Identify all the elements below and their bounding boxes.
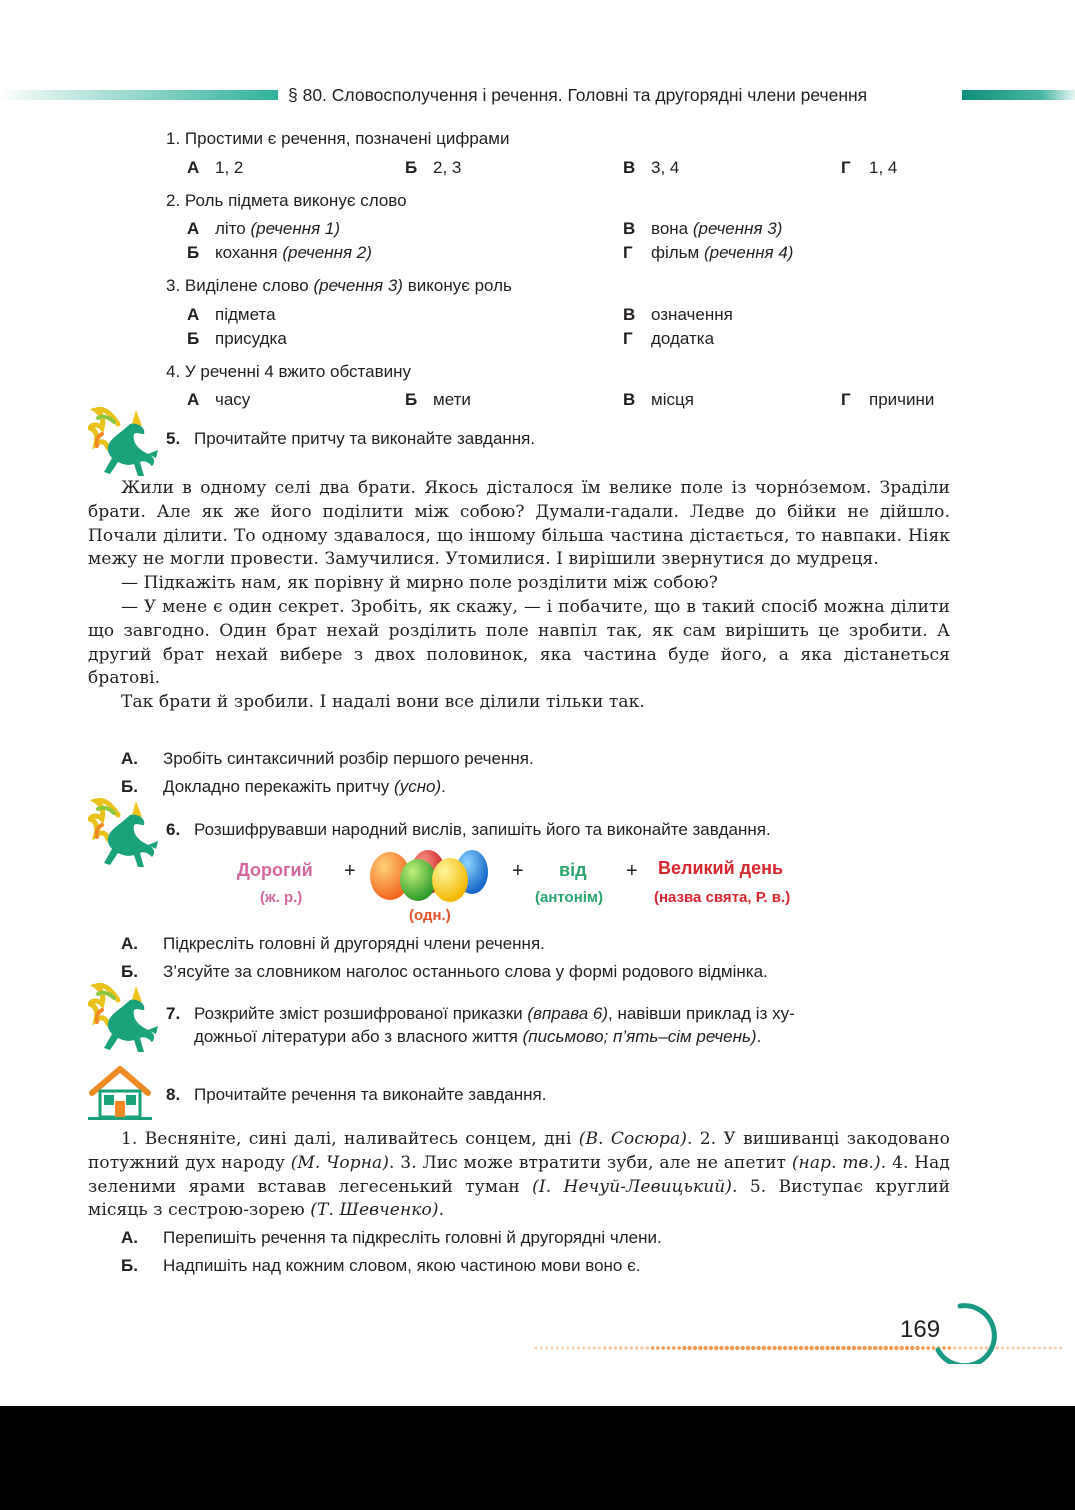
quiz-question-3: 3. Виділене слово (речення 3) виконує роль [166, 276, 512, 295]
rebus-hint-antonym: (антонім) [535, 889, 604, 906]
exercise-6-header: 6. Розшифрувавши народний вислів, запишіть його та виконайте завдання. [166, 820, 771, 839]
footer-dot [804, 1346, 808, 1350]
footer-dot [915, 1346, 919, 1350]
footer-dot [572, 1347, 575, 1350]
footer-dot [614, 1346, 618, 1350]
footer-dot [735, 1346, 739, 1350]
footer-dot [788, 1346, 792, 1350]
footer-dot [847, 1346, 851, 1350]
exercise-8-task-b: Б. Надпишіть над кожним словом, якою частиною мови воно є. [121, 1256, 641, 1275]
footer-dot [831, 1346, 835, 1350]
home-icon [88, 1065, 152, 1121]
quiz-3-option-a: А підмета [187, 305, 276, 324]
quiz-1-option-d: Г 1, 4 [841, 158, 898, 177]
footer-dot [630, 1346, 634, 1350]
footer-dot [688, 1346, 692, 1350]
exercise-7-line-1: 7. Розкрийте зміст розшифрованої приказки (вправа 6), навівши приклад із ху- [166, 1004, 795, 1023]
footer-dot [836, 1346, 840, 1350]
parable-paragraph-4: Так брати й зробили. І надалі вони все ділили тільки так. [121, 692, 645, 713]
footer-dot [693, 1346, 697, 1350]
section-title: § 80. Словосполучення і речення. Головні та другорядні члени речення [288, 85, 868, 105]
footer-dot [640, 1346, 644, 1350]
footer-dot [841, 1346, 845, 1350]
footer-dot [751, 1346, 755, 1350]
footer-dot [577, 1347, 580, 1350]
exercise-8-header: 8. Прочитайте речення та виконайте завдання. [166, 1085, 547, 1104]
footer-dot [1049, 1347, 1052, 1350]
exercise-5-task-a: А. Зробіть синтаксичний розбір першого речення. [121, 749, 534, 768]
header-decoration-right [962, 90, 1075, 100]
footer-dot [873, 1346, 877, 1350]
footer-dot [995, 1346, 999, 1350]
quiz-1-option-c: В 3, 4 [623, 158, 680, 177]
sentence-5: 5. Виступає круглий місяць з сестрою-зорею (Т. Шевченко). [88, 1176, 951, 1221]
rebus-word-great-day: Великий день [658, 858, 784, 878]
footer-dot [746, 1346, 750, 1350]
footer-dot [969, 1346, 973, 1350]
exercise-6-task-a: А. Підкресліть головні й другорядні члени речення. [121, 934, 545, 953]
footer-dot [964, 1346, 968, 1350]
easter-eggs-image [368, 848, 504, 904]
footer-dot [884, 1346, 888, 1350]
rebus-hint-gender: (ж. р.) [260, 889, 303, 906]
footer-dot [741, 1346, 745, 1350]
footer-dot [942, 1346, 946, 1350]
rebus-plus-2: + [512, 860, 524, 882]
footer-dot [608, 1346, 612, 1350]
rebus-hint-holiday: (назва свята, Р. в.) [654, 889, 791, 906]
footer-dot [921, 1346, 925, 1350]
exercise-8-sentences [88, 1128, 950, 1223]
quiz-4-option-c: В місця [623, 390, 694, 409]
footer-dot [979, 1346, 983, 1350]
quiz-2-option-d: Г фільм (речення 4) [623, 243, 794, 262]
footer-dot [593, 1347, 596, 1350]
footer-dot [714, 1346, 718, 1350]
footer-dot [767, 1346, 771, 1350]
footer-dot [985, 1346, 989, 1350]
footer-dot [958, 1346, 962, 1350]
footer-dot [878, 1346, 882, 1350]
footer-dot [677, 1346, 681, 1350]
footer-dot [682, 1346, 686, 1350]
footer-dot [1001, 1347, 1004, 1350]
footer-dot [756, 1346, 760, 1350]
footer-dot [778, 1346, 782, 1350]
footer-dot [551, 1347, 554, 1350]
exercise-7-line-2: дожньої літератури або з власного життя (письмово; п’ять–сім речень). [194, 1027, 762, 1046]
footer-dot [556, 1347, 559, 1350]
exercise-5-task-b: Б. Докладно перекажіть притчу (усно). [121, 777, 446, 796]
footer-dot [582, 1347, 585, 1350]
footer-dot [730, 1346, 734, 1350]
footer-dot [1017, 1347, 1020, 1350]
footer-dot [698, 1346, 702, 1350]
footer-dot [672, 1346, 676, 1350]
footer-dot [1054, 1347, 1057, 1350]
quiz-4-option-b: Б мети [405, 390, 471, 409]
quiz-3-option-c: В означення [623, 305, 733, 324]
bottom-black-band [0, 1406, 1075, 1510]
footer-dot [910, 1346, 914, 1350]
footer-dot [894, 1346, 898, 1350]
quiz-2-option-a: А літо (речення 1) [187, 219, 340, 238]
footer-dot [661, 1346, 665, 1350]
footer-dot [719, 1346, 723, 1350]
footer-dot [703, 1346, 707, 1350]
footer-dot [932, 1346, 936, 1350]
parable-paragraph-3: — У мене є один секрет. Зробіть, як скажу, — і побачите, що в такий спосіб можна ділити що завгодно. Один брат нехай розділить поле навпіл так, як сам вирішить це зробити. А другий брат нехай вибере з двох половинок, яка частина буде його, а яка дістанеться братові. [88, 596, 950, 689]
footer-dot [815, 1346, 819, 1350]
quiz-question-4: 4. У реченні 4 вжито обставину [166, 362, 411, 381]
footer-dot [635, 1346, 639, 1350]
quiz-4-option-a: А часу [187, 390, 251, 409]
footer-dot [624, 1346, 628, 1350]
footer-dot [862, 1346, 866, 1350]
footer-dot [953, 1346, 957, 1350]
sentence-4: 4. Над зеленими ярами вставав легесенький туман (І. Нечуй-Левицький). [88, 1152, 950, 1197]
quiz-1-option-b: Б 2, 3 [405, 158, 462, 177]
footer-dot [852, 1346, 856, 1350]
header-decoration-left [0, 90, 278, 100]
footer-dot [1059, 1347, 1062, 1350]
sentence-3: 3. Лис може втратити зуби, але не апетит (нар. тв.). [400, 1152, 893, 1173]
footer-dot [598, 1347, 601, 1350]
exercise-5-header: 5. Прочитайте притчу та виконайте завдання. [166, 429, 536, 448]
footer-dot [540, 1347, 543, 1350]
footer-dot [820, 1346, 824, 1350]
footer-dot [772, 1346, 776, 1350]
footer-dot [709, 1346, 713, 1350]
footer-dot [905, 1346, 909, 1350]
footer-dot [868, 1346, 872, 1350]
unicorn-icon [88, 404, 160, 486]
footer-dot [545, 1347, 548, 1350]
footer-dot [900, 1346, 904, 1350]
sentence-2: 2. У вишиванці закодовано потужний дух народу (М. Чорна). [88, 1129, 950, 1173]
unicorn-icon [88, 980, 160, 1062]
parable-text [88, 477, 950, 715]
footer-dot [825, 1346, 829, 1350]
quiz-question-1: 1. Простими є речення, позначені цифрами [166, 129, 510, 148]
footer-dot [799, 1346, 803, 1350]
page-number: 169 [900, 1316, 941, 1343]
footer-dot [603, 1346, 607, 1350]
exercise-8-task-a: А. Перепишіть речення та підкресліть головні й другорядні члени. [121, 1228, 662, 1247]
footer-dot [1012, 1347, 1015, 1350]
footer-dot [588, 1347, 591, 1350]
footer-dot [809, 1346, 813, 1350]
footer-dot [535, 1347, 538, 1350]
footer-dot [794, 1346, 798, 1350]
quiz-1-option-a: А 1, 2 [187, 158, 244, 177]
quiz-2-option-c: В вона (речення 3) [623, 219, 783, 238]
quiz-3-option-b: Б присудка [187, 329, 287, 348]
quiz-question-2: 2. Роль підмета виконує слово [166, 191, 407, 210]
footer-dot [926, 1346, 930, 1350]
footer-dot [857, 1346, 861, 1350]
rebus-plus-1: + [344, 860, 356, 882]
footer-dot [566, 1347, 569, 1350]
footer-dot [646, 1346, 650, 1350]
rebus-word-from: від [559, 860, 587, 880]
page-footer-decoration [530, 1298, 1075, 1364]
footer-dot [783, 1346, 787, 1350]
footer-dot [1043, 1347, 1046, 1350]
footer-dot [667, 1346, 671, 1350]
footer-dot [1022, 1347, 1025, 1350]
quiz-3-option-d: Г додатка [623, 329, 715, 348]
footer-dot [1033, 1347, 1036, 1350]
parable-paragraph-2: — Підкажіть нам, як порівну й мирно поле розділити між собою? [121, 573, 718, 594]
unicorn-icon [88, 795, 160, 877]
footer-dot [656, 1346, 660, 1350]
sentence-1: 1. Весняніте, сині далі, наливайтесь сонцем, дні (В. Сосюра). [121, 1129, 700, 1149]
rebus-hint-singular: (одн.) [409, 907, 451, 924]
parable-paragraph-1: Жили в одному селі два брати. Якось дісталося їм велике поле із чорно́земом. Зрадiли брати. Але як же його поділити між собою? Думали-гадали. Ледве до бійки не дійшло. Почали ділити. То одному здавалося, що іншому більша частина дістається, то навпаки. Ніяк межу не могли провести. Замучилися. Утомилися. І вирішили звернутися до мудреця. [88, 478, 950, 570]
footer-dot [1038, 1347, 1041, 1350]
footer-dot [1028, 1347, 1031, 1350]
footer-dot [651, 1346, 655, 1350]
quiz-4-option-d: Г причини [841, 390, 935, 409]
footer-dot [725, 1346, 729, 1350]
footer-dot [1006, 1347, 1009, 1350]
quiz-2-option-b: Б кохання (речення 2) [187, 243, 372, 262]
exercise-6-task-b: Б. З’ясуйте за словником наголос останнього слова у формі родового відмінка. [121, 962, 768, 981]
footer-dot [948, 1346, 952, 1350]
footer-dot [561, 1347, 564, 1350]
footer-dot [889, 1346, 893, 1350]
footer-dot [762, 1346, 766, 1350]
footer-dot [974, 1346, 978, 1350]
footer-dot [619, 1346, 623, 1350]
rebus-word-dear: Дорогий [237, 860, 313, 880]
rebus-plus-3: + [626, 860, 638, 882]
